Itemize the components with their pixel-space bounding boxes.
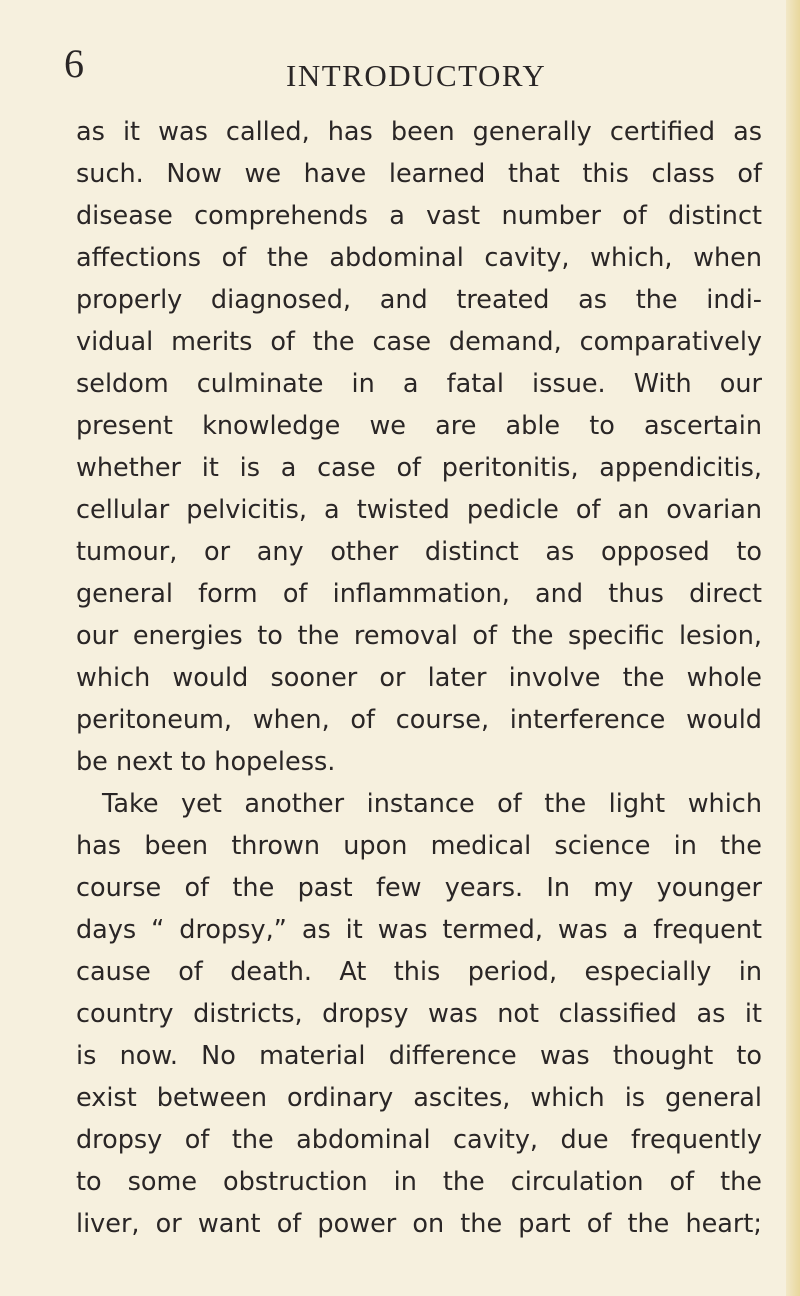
- running-head: INTRODUCTORY: [286, 58, 547, 93]
- text-line: Take yet another instance of the light which: [102, 789, 762, 819]
- text-line: be next to hopeless.: [76, 747, 336, 777]
- body-text: [76, 111, 762, 1245]
- text-line: affections of the abdominal cavity, which, when: [76, 243, 762, 273]
- page-edge: [786, 0, 800, 1296]
- text-line: days “ dropsy,” as it was termed, was a frequent: [76, 915, 762, 945]
- text-line: vidual merits of the case demand, comparatively: [76, 327, 762, 357]
- paragraph-1: [76, 111, 762, 783]
- text-line: as it was called, has been generally certified as: [76, 117, 762, 147]
- text-line: properly diagnosed, and treated as the indi-: [76, 285, 762, 315]
- text-line: course of the past few years. In my younger: [76, 873, 762, 903]
- text-line: whether it is a case of peritonitis, appendicitis,: [76, 453, 762, 483]
- text-line: exist between ordinary ascites, which is general: [76, 1083, 762, 1113]
- text-line: cellular pelvicitis, a twisted pedicle of an ovarian: [76, 495, 762, 525]
- page-header: [0, 41, 800, 93]
- text-line: peritoneum, when, of course, interference would: [76, 705, 762, 735]
- text-line: which would sooner or later involve the whole: [76, 663, 762, 693]
- text-line: disease comprehends a vast number of distinct: [76, 201, 762, 231]
- text-line: cause of death. At this period, especially in: [76, 957, 762, 987]
- text-line: country districts, dropsy was not classified as it: [76, 999, 762, 1029]
- text-line: tumour, or any other distinct as opposed to: [76, 537, 762, 567]
- text-line: to some obstruction in the circulation of the: [76, 1167, 762, 1197]
- text-line: dropsy of the abdominal cavity, due frequently: [76, 1125, 762, 1155]
- text-line: our energies to the removal of the specific lesion,: [76, 621, 762, 651]
- text-line: is now. No material difference was thought to: [76, 1041, 762, 1071]
- text-line: present knowledge we are able to ascertain: [76, 411, 762, 441]
- paragraph-2: [76, 783, 762, 1245]
- page-number: 6: [64, 41, 84, 86]
- text-line: liver, or want of power on the part of the heart;: [76, 1209, 762, 1239]
- text-line: seldom culminate in a fatal issue. With our: [76, 369, 762, 399]
- text-line: has been thrown upon medical science in the: [76, 831, 762, 861]
- text-line: general form of inflammation, and thus direct: [76, 579, 762, 609]
- text-line: such. Now we have learned that this class of: [76, 159, 762, 189]
